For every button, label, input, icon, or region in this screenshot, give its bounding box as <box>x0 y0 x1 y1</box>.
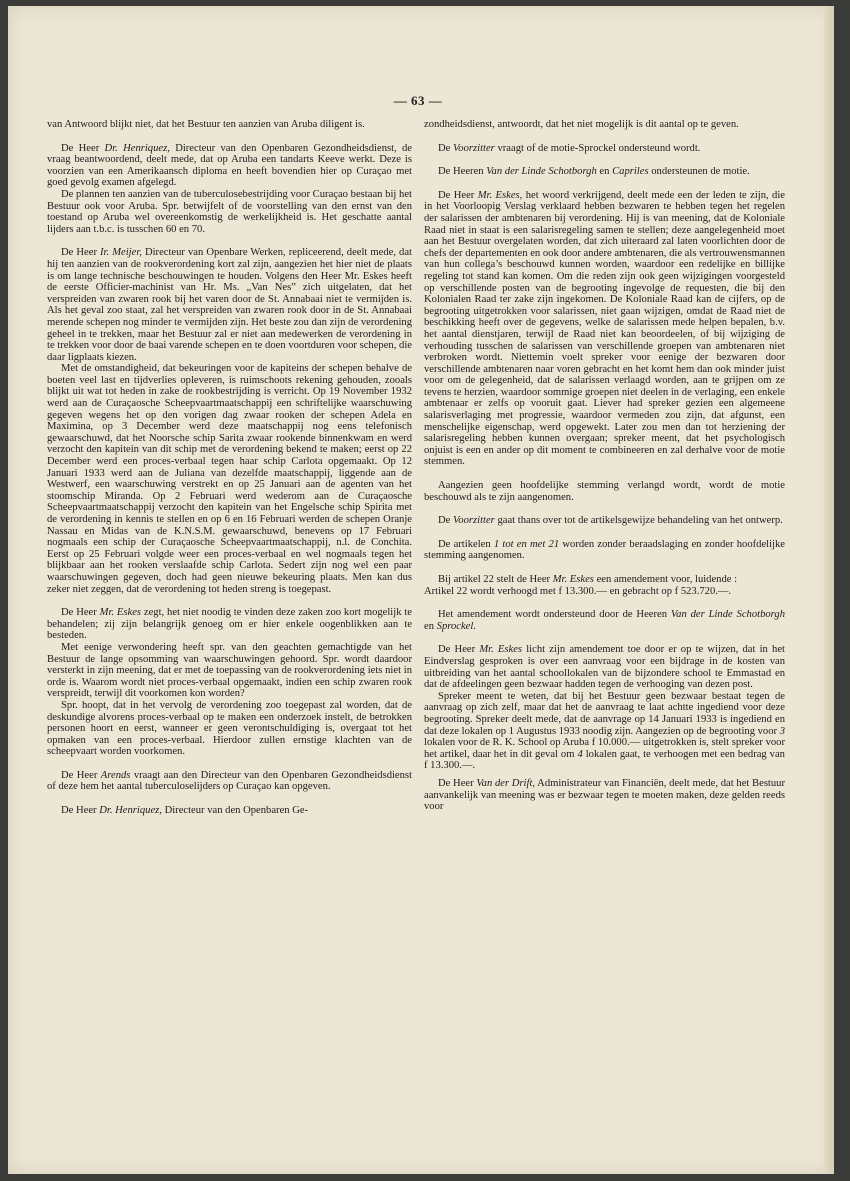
paragraph: De Heer Dr. Henriquez, Directeur van den Openbaren Ge- <box>61 805 309 817</box>
paragraph: Met eenige verwondering heeft spr. van den geachten gemachtigde van het Bestuur de lange opsomming van waarschuwingen gehoord. Spr. wordt daardoor versterkt in zijn meening, dat er met de toepassing van de rookverordening iets niet in orde is. Waarom wordt niet proces-verbaal opgemaakt, indien een schip zwaren rook verspreidt, terwijl dit voorkomen kon worden? <box>47 641 412 700</box>
speaker-name: Voorzitter <box>453 515 495 527</box>
page-number: — 63 — <box>393 93 443 108</box>
paragraph: De Heer Mr. Eskes licht zijn amendement toe door er op te wijzen, dat in het Eindverslag gesproken is over een aanvraag voor een bijdrage in de kosten van uitbreiding van het aantal schoollokalen van de bijzondere school te Emmastad en dat de afdeelingen geen bezwaar hadden tegen de verhooging van dezen post. <box>424 644 785 691</box>
paragraph: De Voorzitter gaat thans over tot de artikelsgewijze behandeling van het ontwerp. <box>438 515 783 527</box>
speaker-name: Dr. Henriquez, <box>104 142 170 154</box>
paragraph: De Heer Van der Drift, Administrateur van Financiën, deelt mede, dat het Bestuur aanvankelijk van meening was er bezwaar tegen te moeten maken, deze gelden reeds voor <box>424 777 786 813</box>
right-column <box>424 119 785 813</box>
speaker-name: Mr. Eskes, <box>477 189 523 201</box>
paragraph: Bij artikel 22 stelt de Heer Mr. Eskes een amendement voor, luidende : <box>438 574 738 585</box>
paragraph: van Antwoord blijkt niet, dat het Bestuur ten aanzien van Aruba diligent is. <box>47 119 365 130</box>
paragraph: De Heer Mr. Eskes, het woord verkrijgend, deelt mede een der leden te zijn, die in het Voorloopig Verslag verklaard hebben bezwaren te hebben tegen het regelen der salarissen der ambtenaren bij verordening. Hij is van meening, dat de Koloniale Raad niet in staat is een salarisregeling samen te stellen; deze aangelegenheid moet aan het Bestuur overgelaten worden, dat zich uiteraard zal laten voorlichten door de chefs der departementen en ook door andere ambtenaren, die als vertrouwensmannen van hun collega’s beschouwd kunnen worden, waardoor een redelijke en billijke regeling tot stand kan komen. Om die reden zijn ook geen wijzigingen voorgesteld op verschillende posten van de begrooting ingevolge de requesten, die bij den Kolonialen Raad ter zake zijn ingekomen. De Koloniale Raad kan de cijfers, op de begrooting uitgetrokken voor salarissen, niet gaan wijzigen, omdat de Raad niet de beschikking heeft over de gegevens, welke de salarissen mede helpen bepalen, b.v. het aantal dienstjaren, terwijl de Raad niet kan beoordeelen, of bij wijziging de verhouding tusschen de salarissen van verschillende groepen van ambtenaren niet verbroken wordt. Niettemin voelt spreker voor eenige der bezwaren door verschillende ambtenaren naar voren gebracht en het komt hem dan ook minder juist voor om de gelegenheid, dat de salarissen verlaagd worden, aan te grijpen om ze tevens te herzien, waardoor sommige groepen niet deelen in de verlaging, een enkele ambtenaar er zelfs op vooruit gaat. Liever had spreker gezien een algemeene salarisverlaging met progressie, waardoor vermeden zou zijn, dat afgunst, een menschelijke eigenschap, werd opgewekt. Later zou men dan tot herziening der salarisregeling hebben kunnen overgaan; spreker meent, dat het psychologisch onjuist is een en ander op dit moment te combineeren en zal derhalve voor de motie stemmen. <box>424 189 785 468</box>
paragraph: De Heeren Van der Linde Schotborgh en Capriles ondersteunen de motie. <box>438 166 750 178</box>
speaker-name: Sprockel. <box>436 620 476 632</box>
paragraph: De Heer Arends vraagt aan den Directeur van den Openbaren Gezondheidsdienst of deze hem het aantal tuberculoselijders op Curaçao kan opgeven. <box>47 769 412 793</box>
speaker-name: Van der Drift, <box>476 777 536 789</box>
paragraph: De Heer Ir. Meijer, Directeur van Openbare Werken, repliceerend, deelt mede, dat hij ten aanzien van de rookverordening kort zal zijn, aangezien het hier niet de plaats is om lange technische beschouwingen te houden. Volgens den Heer Mr. Eskes heeft de eerste Officier-machinist van Hr. Ms. „Van Nes” zich uitgelaten, dat het verspreiden van zwaren rook bij het varen door de St. Annabaai niet te vermijden is. Als het geval zoo staat, zal het verspreiden van zwaren rook door in de St. Annabaai merende schepen nog minder te vermijden zijn. Het beste zou dan zijn de verordening geheel in te trekken, maar het Bestuur zal er niet aan medewerken de verordening in te trekken voor door de baai varende schepen en te doen voortduren voor schepen, die daar ligplaats kiezen. <box>47 247 413 363</box>
speaker-name: Dr. Henriquez, <box>99 805 162 817</box>
paragraph: Aangezien geen hoofdelijke stemming verlangd wordt, wordt de motie beschouwd als te zijn aangenomen. <box>424 480 785 503</box>
speaker-name: Van der Linde Schotborgh <box>486 166 597 178</box>
speaker-name: Capriles <box>612 166 649 178</box>
paragraph: De Heer Dr. Henriquez, Directeur van den Openbaren Gezondheidsdienst, de vraag beantwoordend, deelt mede, dat op Aruba een tandarts Keeve werkt. Deze is voorzien van een Amerikaansch diploma en heeft bovendien hier op Curaçao met goed gevolg examen afgelegd. <box>47 142 413 189</box>
page-fold <box>824 6 834 1174</box>
amendment-text: Artikel 22 wordt verhoogd met f 13.300.— en gebracht op f 523.720.—. <box>424 585 732 597</box>
speaker-name: Mr. Eskes <box>479 644 523 656</box>
document-page <box>8 6 834 1174</box>
paragraph: De plannen ten aanzien van de tuberculosebestrijding voor Curaçao bestaan bij het Bestuur ook voor Aruba. Spr. betwijfelt of de voorstelling van den ernst van den toestand op Aruba wel overeenkomstig de werkelijkheid is. Het geschatte aantal lijders aan t.b.c. is tusschen 60 en 70. <box>47 188 412 235</box>
paragraph: Het amendement wordt ondersteund door de Heeren Van der Linde Schotborgh en Sprockel. <box>424 609 785 632</box>
paragraph: Spreker meent te weten, dat bij het Bestuur geen bezwaar bestaat tegen de aanvraag op zich zelf, maar dat het de aanvraag te laat achtte ingediend voor deze begrooting. Spreker deelt mede, dat de aanvrage op 14 Januari 1933 is ingediend en dat deze lokalen op 1 Augustus 1933 noodig zijn. Aangezien op de begrooting voor 3 lokalen voor de R. K. School op Aruba f 10.000.— uitgetrokken is, stelt spreker voor het artikel, daar het in dit geval om 4 lokalen gaat, te verhoogen met een bedrag van f 13.300.—. <box>424 690 786 772</box>
speaker-name: Van der Linde Schotborgh <box>670 609 785 621</box>
speaker-name: Arends <box>100 769 131 781</box>
paragraph: De Voorzitter vraagt of de motie-Sprockel ondersteund wordt. <box>438 142 701 154</box>
paragraph: Spr. hoopt, dat in het vervolg de verordening zoo toegepast zal worden, dat de deskundige alvorens proces-verbaal op te maken een onderzoek instelt, de betrokken personen hoort en eerst, wanneer er geen verontschuldiging is, overgaat tot het opmaken van een proces-verbaal. Hierdoor zullen ernstige klachten van de scheepvaart worden voorkomen. <box>47 699 412 758</box>
speaker-name: Mr. Eskes <box>552 574 594 585</box>
speaker-name: Mr. Eskes <box>99 607 142 619</box>
paragraph: zondheidsdienst, antwoordt, dat het niet mogelijk is dit aantal op te geven. <box>424 119 739 130</box>
speaker-name: Ir. Meijer, <box>100 247 142 259</box>
left-column <box>47 119 412 817</box>
paragraph: De artikelen 1 tot en met 21 worden zonder beraadslaging en zonder hoofdelijke stemming aangenomen. <box>424 538 785 562</box>
paragraph: Met de omstandigheid, dat bekeuringen voor de kapiteins der schepen behalve de boeten veel last en tijdverlies opleveren, is ruimschoots rekening gehouden, zooals blijkt uit wat tot heden in zake de rookbestrijding is verricht. Op 19 November 1932 werd aan de Curaçaosche Scheepvaartmaatschappij een schriftelijke waarschuwing gegeven wegens het op den vorigen dag zwaar rooken der schepen Adela en Maximina, op 3 December werd deze maatschappij nog eens telefonisch gewaarschuwd, dat het Noorsche schip Sarita zwaar rookende binnenkwam en werd verzocht den kapitein van dit schip met de verordening bekend te maken; eerst op 22 December werd een proces-verbaal tegen haar schip Carlota opgemaakt. Op 12 Januari 1933 werd aan de Juliana van dezelfde maatschappij, liggende aan de Westwerf, een waarschuwing verstrekt en op 25 Januari aan de agenten van het stoomschip Miranda. Op 2 Februari werd wederom aan de Curaçaosche Scheepvaartmaatschappij verzocht den kapitein van het Engelsche schip Spirita met de verordening in kennis te stellen en op 6 en 16 Februari werden de schepen Oranje Nassau en Midas van de K.N.S.M. gewaarschuwd, benevens op 17 Februari nogmaals een schip der Curaçaosche Scheepvaartmaatschappij, n.l. de Conchita. Eerst op 25 Februari volgde weer een proces-verbaal en wel nogmaals tegen het blijkbaar aan het rooken verslaafde schip Carlota. Sedert zijn nog wel een paar waarschuwingen gegeven, doch had geen nieuwe bekeuring plaats. Men kan dus zeker niet zeggen, dat de verordening tot heden streng is toegepast. <box>47 363 412 595</box>
speaker-name: Voorzitter <box>453 142 495 154</box>
paragraph: De Heer Mr. Eskes zegt, het niet noodig te vinden deze zaken zoo kort mogelijk te behandelen; zij zijn belangrijk genoeg om er hier enkele oogenblikken aan te besteden. <box>47 607 412 642</box>
article-range: 1 tot en met 21 <box>493 538 560 550</box>
